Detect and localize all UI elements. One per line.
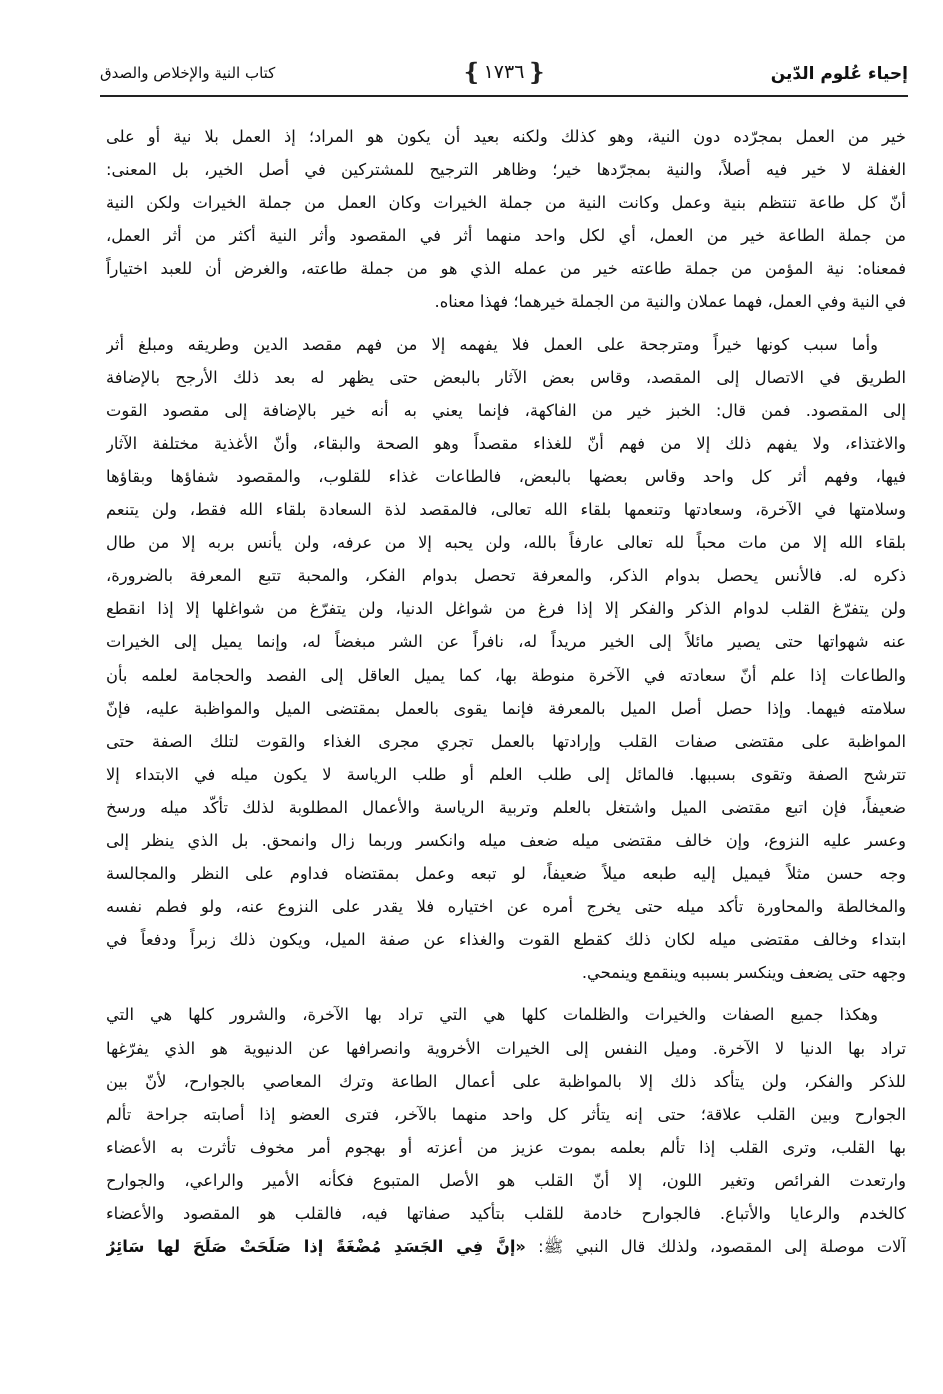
- text-line: الغفلة لا خير فيه أصلاً، والنية بمجرّدها خير؛ وظاهر الترجيح للمشتركين في أصل الخير، بل المعنى:: [106, 160, 906, 180]
- text-line: فمعناه: نية المؤمن من جملة طاعته خير من عمله الذي هو من جملة طاعته، والغرض أن للعبد اختياراً: [106, 259, 906, 279]
- text-line: الطريق في الاتصال إلى المقصد، وقاس بعض الآثار بالبعض حتى يظهر له بعد ذلك الأرجح بالإضافة: [106, 367, 906, 387]
- text-line: الجوارح وبين القلب علاقة؛ حتى إنه يتأثر كل واحد منهما بالآخر، فترى العضو إذا أصابته جراحة تألم: [106, 1104, 906, 1124]
- text-line: وجهه حتى يضعف وينكسر بسببه وينقمع وينمحي.: [581, 963, 906, 983]
- text-line-prefix: آلات موصلة إلى المقصود، ولذلك قال النبي ﷺ:: [525, 1237, 906, 1257]
- text-line: سلامته فيهما. وإذا حصل أصل الميل بالمعرفة فإنما يقوى بالعمل بمقتضى الميل والمواظبة عليه، فإنّ: [106, 698, 906, 718]
- text-line: وارتعدت الفرائص وتغير اللون، إلا أنّ القلب هو الأصل المتبوع فكأنه الأمير والراعي، والجوارح: [106, 1170, 906, 1190]
- text-line: بها القلب، وترى القلب إذا تألم بعلمه بموت عزيز من أعزته أو بهجوم أمر مخوف تأثرت به الأعضاء: [106, 1137, 906, 1157]
- text-line: إلى المقصود. فمن قال: الخبز خير من الفاكهة، فإنما يعني به أنه خير بالإضافة إلى مقصود القوت: [106, 400, 906, 420]
- hadith-quote: «إنَّ فِي الجَسَدِ مُضْغَةً إذا صَلَحَتْ صَلَحَ لها سَائِرُ: [106, 1237, 526, 1257]
- page-number-block: [461, 60, 546, 84]
- text-line: بلقاء الله إلا من مات محباً لله تعالى عارفاً بالله، ولن يحبه إلا من عرفه، ولن يأنس بربه إلا من طال: [106, 533, 906, 553]
- page-number: ١٧٣٦: [483, 61, 525, 83]
- text-line: خير من العمل بمجرّده دون النية، وهو كذلك ولكنه بعيد أن يكون هو المراد؛ إذ العمل بلا نية أو على: [106, 127, 906, 146]
- page-body: [106, 120, 906, 1272]
- text-line: ولن يتفرّغ القلب لدوام الذكر والفكر إلا إذا فرغ من شواغل الدنيا، ولن يتفرّغ من شواغلها إلا إذا انقطع: [106, 599, 906, 619]
- left-ornament-icon: ❴: [461, 58, 482, 86]
- text-line: تراد بها الدنيا لا الآخرة. وميل النفس إلى الخيرات الأخروية وانصرافها عن الدنيوية هو الذي يفرّغها: [106, 1038, 906, 1058]
- text-line: ذكره له. فالأنس يحصل بدوام الذكر، والمعرفة تحصل بدوام الفكر، والمحبة تتبع المعرفة بالضرورة،: [106, 566, 906, 586]
- text-line: والاغتذاء، ولا يفهم ذلك إلا من فهم أنّ للغذاء مقصداً وهو الصحة والبقاء، وأنّ الأغذية مختلفة الآثار: [106, 433, 906, 453]
- text-line: المواظبة على مقتضى صفات القلب وإرادتها بالعمل تجري مجرى الغذاء والقوت لتلك الصفة حتى: [106, 731, 906, 751]
- text-line: في النية وفي العمل، فهما عملان والنية من الجملة خيرهما؛ فهذا معناه.: [434, 292, 906, 312]
- text-line: فيها، وفهم أثر كل واحد وقاس بعضها بالبعض، فالطاعات غذاء للقلوب، والمقصود شفاؤها وبقاؤها: [106, 466, 906, 486]
- text-line: والمخالطة والمحاورة تأكد ميله حتى يخرج أمره عن اختياره فلا يقدر على النزوع عنه، ولو فطم نفسه: [106, 897, 906, 917]
- text-line: وهكذا جميع الصفات والخيرات والظلمات كلها هي التي تراد بها الآخرة، والشرور كلها هي التي: [106, 1005, 878, 1025]
- paragraph: [106, 328, 906, 990]
- book-title: إحياء عُلوم الدّين: [770, 64, 908, 84]
- text-line: أنّ كل طاعة تنتظم بنية وعمل وكانت النية من جملة الخيرات وكان العمل من جملة الخيرات ولكن النية: [106, 193, 906, 213]
- chapter-title: كتاب النية والإخلاص والصدق: [100, 64, 276, 82]
- right-ornament-icon: ❵: [526, 58, 547, 86]
- paragraph: [106, 998, 906, 1263]
- text-line: من جملة الطاعة خير من العمل، أي لكل واحد منهما أثر في المقصود وأثر النية أكثر من أثر العمل،: [106, 226, 906, 246]
- paragraph: [106, 120, 906, 319]
- text-line: كالخدم والرعايا والأتباع. فالجوارح خادمة للقلب بتأكيد صفاتها فيه، فالقلب هو المقصود والأعضاء: [106, 1204, 906, 1223]
- running-header: [100, 58, 908, 94]
- text-line: والطاعات إذا علم أنّ سعادته في الآخرة منوطة بها، كما يميل العاقل إلى الفصد والحجامة لعلمه بأن: [106, 665, 906, 685]
- text-line: وعسر عليه النزوع، وإن خالف مقتضى ميله ضعف ميله وانكسر وربما زال وانمحق. بل الذي ينظر إلى: [106, 830, 906, 850]
- text-line: تترشح الصفة وتقوى بسببها. فالمائل إلى طلب العلم أو طلب الرياسة لا يكون ميله في الابتداء إلا: [106, 764, 906, 784]
- text-line: وسلامتها في الآخرة، وسعادتها وتنعمها بلقاء الله تعالى، فالمقصد لذة السعادة بلقاء الله فقط، ولن يتنعم: [106, 500, 906, 520]
- text-line: للذكر والفكر، ولن يتأكد ذلك إلا بالمواظبة على أعمال الطاعة وترك المعاصي بالجوارح، لأنّ بين: [106, 1071, 906, 1091]
- text-line: وجه حسن مثلاً فيميل إليه طبعه ميلاً ضعيفاً، لو تبعه وعمل بمقتضاه فداوم على النظر والمجالسة: [106, 864, 906, 884]
- text-line: ضعيفاً، فإن اتبع مقتضى الميل واشتغل بالعلم وتربية الرياسة والأعمال المطلوبة لذلك تأكّد ميله ورسخ: [106, 797, 906, 817]
- text-line: وأما سبب كونها خيراً ومترجحة على العمل فلا يفهمه إلا من فهم مقصد الدين وطريقه ومبلغ أثر: [106, 334, 878, 354]
- text-line: [106, 1230, 906, 1263]
- header-rule: [100, 95, 908, 97]
- text-line: عنه شهواتها حتى يصير مائلاً إلى الخير مريداً له، نافراً عن الشر مبغضاً له، وإنما يميل إلى الخيرات: [106, 632, 906, 652]
- text-line: ابتداء وخالف مقتضى ميله لكان ذلك كقطع القوت والغذاء عن صفة الميل، ويكون ذلك زبراً ودفعاً في: [106, 930, 906, 950]
